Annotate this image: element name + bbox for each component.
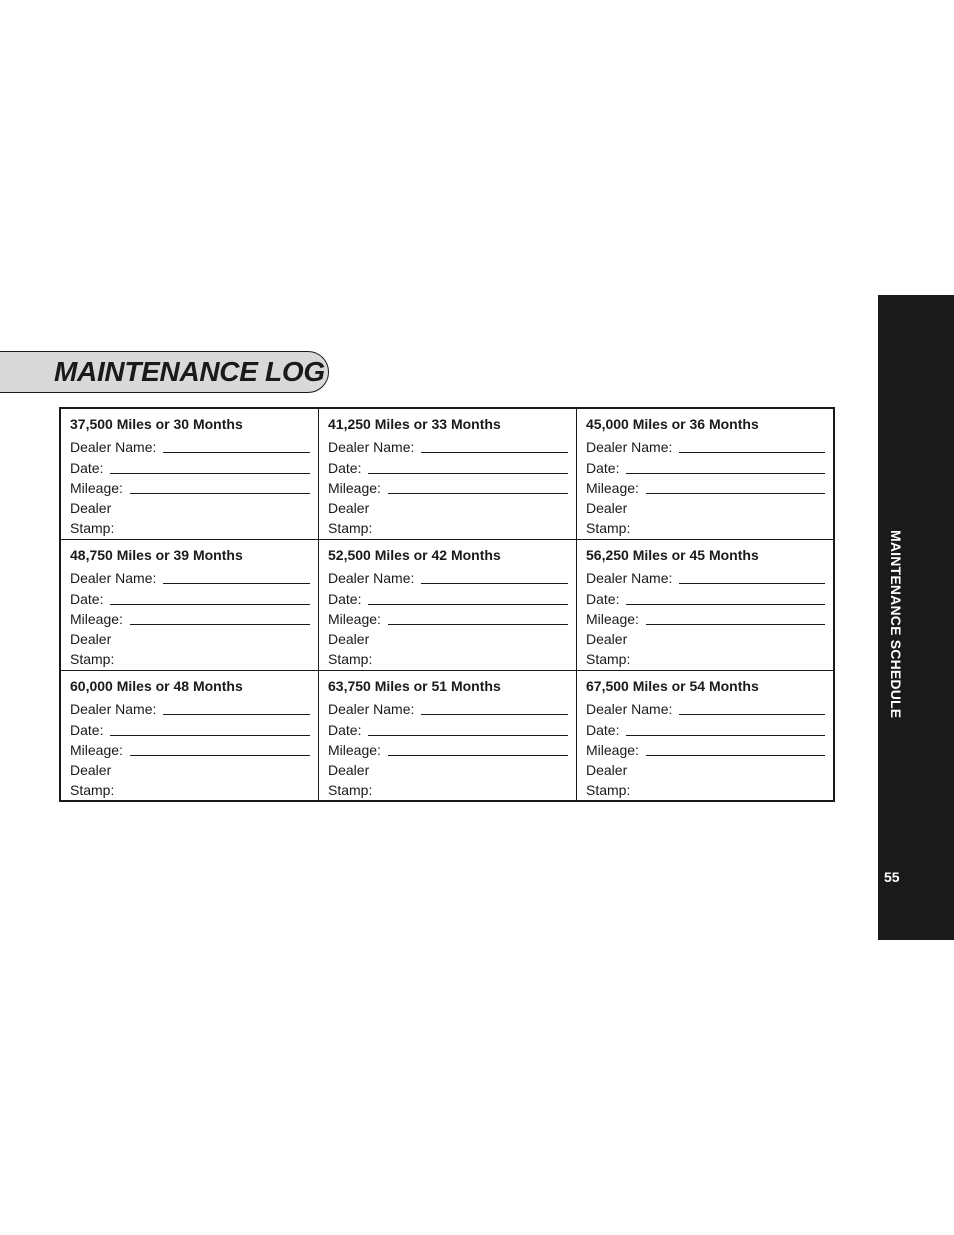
- mileage-label: Mileage:: [586, 479, 639, 496]
- date-field[interactable]: [586, 718, 825, 738]
- entry-interval: 52,500 Miles or 42 Months: [328, 547, 501, 563]
- log-entry: [577, 540, 833, 671]
- date-field[interactable]: [328, 456, 568, 476]
- date-label: Date:: [328, 459, 362, 476]
- stamp-label: Stamp:: [586, 520, 631, 537]
- write-line: [368, 472, 568, 474]
- dealer-name-field[interactable]: [70, 698, 310, 718]
- log-entry: [61, 409, 319, 540]
- write-line: [646, 754, 825, 756]
- mileage-field[interactable]: [70, 477, 310, 497]
- date-label: Date:: [586, 459, 620, 476]
- mileage-label: Mileage:: [586, 741, 639, 758]
- write-line: [646, 492, 825, 494]
- dealer-name-label: Dealer Name:: [328, 701, 415, 718]
- write-line: [368, 734, 568, 736]
- mileage-label: Mileage:: [70, 741, 123, 758]
- write-line: [163, 451, 310, 453]
- date-label: Date:: [328, 590, 362, 607]
- page-title: MAINTENANCE LOG: [54, 356, 325, 387]
- date-field[interactable]: [70, 587, 310, 607]
- dealer-name-label: Dealer Name:: [70, 439, 157, 456]
- date-label: Date:: [70, 590, 104, 607]
- stamp-label: Stamp:: [70, 520, 115, 537]
- mileage-label: Mileage:: [328, 741, 381, 758]
- entry-interval: 45,000 Miles or 36 Months: [586, 416, 759, 432]
- write-line: [421, 451, 568, 453]
- dealer-name-field[interactable]: [70, 436, 310, 456]
- entry-interval: 60,000 Miles or 48 Months: [70, 678, 243, 694]
- write-line: [646, 623, 825, 625]
- dealer-name-field[interactable]: [328, 698, 568, 718]
- write-line: [163, 582, 310, 584]
- mileage-label: Mileage:: [586, 610, 639, 627]
- log-entry: [319, 409, 577, 540]
- entry-interval: 63,750 Miles or 51 Months: [328, 678, 501, 694]
- write-line: [626, 603, 825, 605]
- dealer-name-label: Dealer Name:: [586, 701, 673, 718]
- entry-interval: 67,500 Miles or 54 Months: [586, 678, 759, 694]
- entry-interval: 48,750 Miles or 39 Months: [70, 547, 243, 563]
- write-line: [110, 734, 310, 736]
- date-field[interactable]: [70, 718, 310, 738]
- stamp-label: Stamp:: [586, 782, 631, 799]
- dealer-label: Dealer: [70, 762, 112, 779]
- log-entry: [577, 671, 833, 800]
- write-line: [368, 603, 568, 605]
- write-line: [626, 734, 825, 736]
- section-label: MAINTENANCE SCHEDULE: [888, 530, 904, 719]
- write-line: [388, 492, 568, 494]
- write-line: [679, 713, 825, 715]
- dealer-label: Dealer: [328, 500, 370, 517]
- page-number: 55: [884, 869, 900, 885]
- dealer-name-label: Dealer Name:: [70, 570, 157, 587]
- write-line: [421, 713, 568, 715]
- write-line: [130, 492, 310, 494]
- mileage-label: Mileage:: [70, 479, 123, 496]
- dealer-name-field[interactable]: [70, 567, 310, 587]
- dealer-name-label: Dealer Name:: [70, 701, 157, 718]
- date-field[interactable]: [328, 587, 568, 607]
- dealer-name-field[interactable]: [586, 567, 825, 587]
- date-label: Date:: [70, 721, 104, 738]
- date-field[interactable]: [70, 456, 310, 476]
- maintenance-log-grid: [59, 407, 835, 802]
- date-label: Date:: [70, 459, 104, 476]
- dealer-name-field[interactable]: [328, 567, 568, 587]
- write-line: [130, 754, 310, 756]
- dealer-label: Dealer: [586, 762, 628, 779]
- date-field[interactable]: [586, 587, 825, 607]
- entry-interval: 41,250 Miles or 33 Months: [328, 416, 501, 432]
- entry-interval: 37,500 Miles or 30 Months: [70, 416, 243, 432]
- entry-interval: 56,250 Miles or 45 Months: [586, 547, 759, 563]
- date-label: Date:: [328, 721, 362, 738]
- mileage-field[interactable]: [70, 739, 310, 759]
- log-entry: [319, 671, 577, 800]
- stamp-label: Stamp:: [328, 520, 373, 537]
- dealer-name-field[interactable]: [586, 698, 825, 718]
- write-line: [110, 472, 310, 474]
- dealer-label: Dealer: [70, 500, 112, 517]
- log-entry: [61, 671, 319, 800]
- write-line: [679, 451, 825, 453]
- stamp-label: Stamp:: [70, 782, 115, 799]
- dealer-label: Dealer: [586, 500, 628, 517]
- stamp-label: Stamp:: [328, 782, 373, 799]
- write-line: [110, 603, 310, 605]
- write-line: [388, 754, 568, 756]
- dealer-name-label: Dealer Name:: [328, 439, 415, 456]
- mileage-field[interactable]: [586, 477, 825, 497]
- write-line: [130, 623, 310, 625]
- stamp-label: Stamp:: [586, 651, 631, 668]
- dealer-label: Dealer: [586, 631, 628, 648]
- mileage-field[interactable]: [328, 739, 568, 759]
- log-entry: [577, 409, 833, 540]
- stamp-label: Stamp:: [328, 651, 373, 668]
- date-label: Date:: [586, 721, 620, 738]
- write-line: [679, 582, 825, 584]
- write-line: [388, 623, 568, 625]
- stamp-label: Stamp:: [70, 651, 115, 668]
- date-field[interactable]: [586, 456, 825, 476]
- dealer-label: Dealer: [328, 762, 370, 779]
- dealer-label: Dealer: [328, 631, 370, 648]
- mileage-field[interactable]: [328, 608, 568, 628]
- write-line: [163, 713, 310, 715]
- dealer-name-label: Dealer Name:: [328, 570, 415, 587]
- mileage-field[interactable]: [586, 608, 825, 628]
- mileage-field[interactable]: [328, 477, 568, 497]
- mileage-field[interactable]: [70, 608, 310, 628]
- dealer-name-field[interactable]: [586, 436, 825, 456]
- mileage-label: Mileage:: [328, 479, 381, 496]
- dealer-name-label: Dealer Name:: [586, 439, 673, 456]
- dealer-label: Dealer: [70, 631, 112, 648]
- date-label: Date:: [586, 590, 620, 607]
- mileage-label: Mileage:: [70, 610, 123, 627]
- date-field[interactable]: [328, 718, 568, 738]
- mileage-field[interactable]: [586, 739, 825, 759]
- mileage-label: Mileage:: [328, 610, 381, 627]
- log-entry: [319, 540, 577, 671]
- dealer-name-label: Dealer Name:: [586, 570, 673, 587]
- log-entry: [61, 540, 319, 671]
- write-line: [421, 582, 568, 584]
- write-line: [626, 472, 825, 474]
- dealer-name-field[interactable]: [328, 436, 568, 456]
